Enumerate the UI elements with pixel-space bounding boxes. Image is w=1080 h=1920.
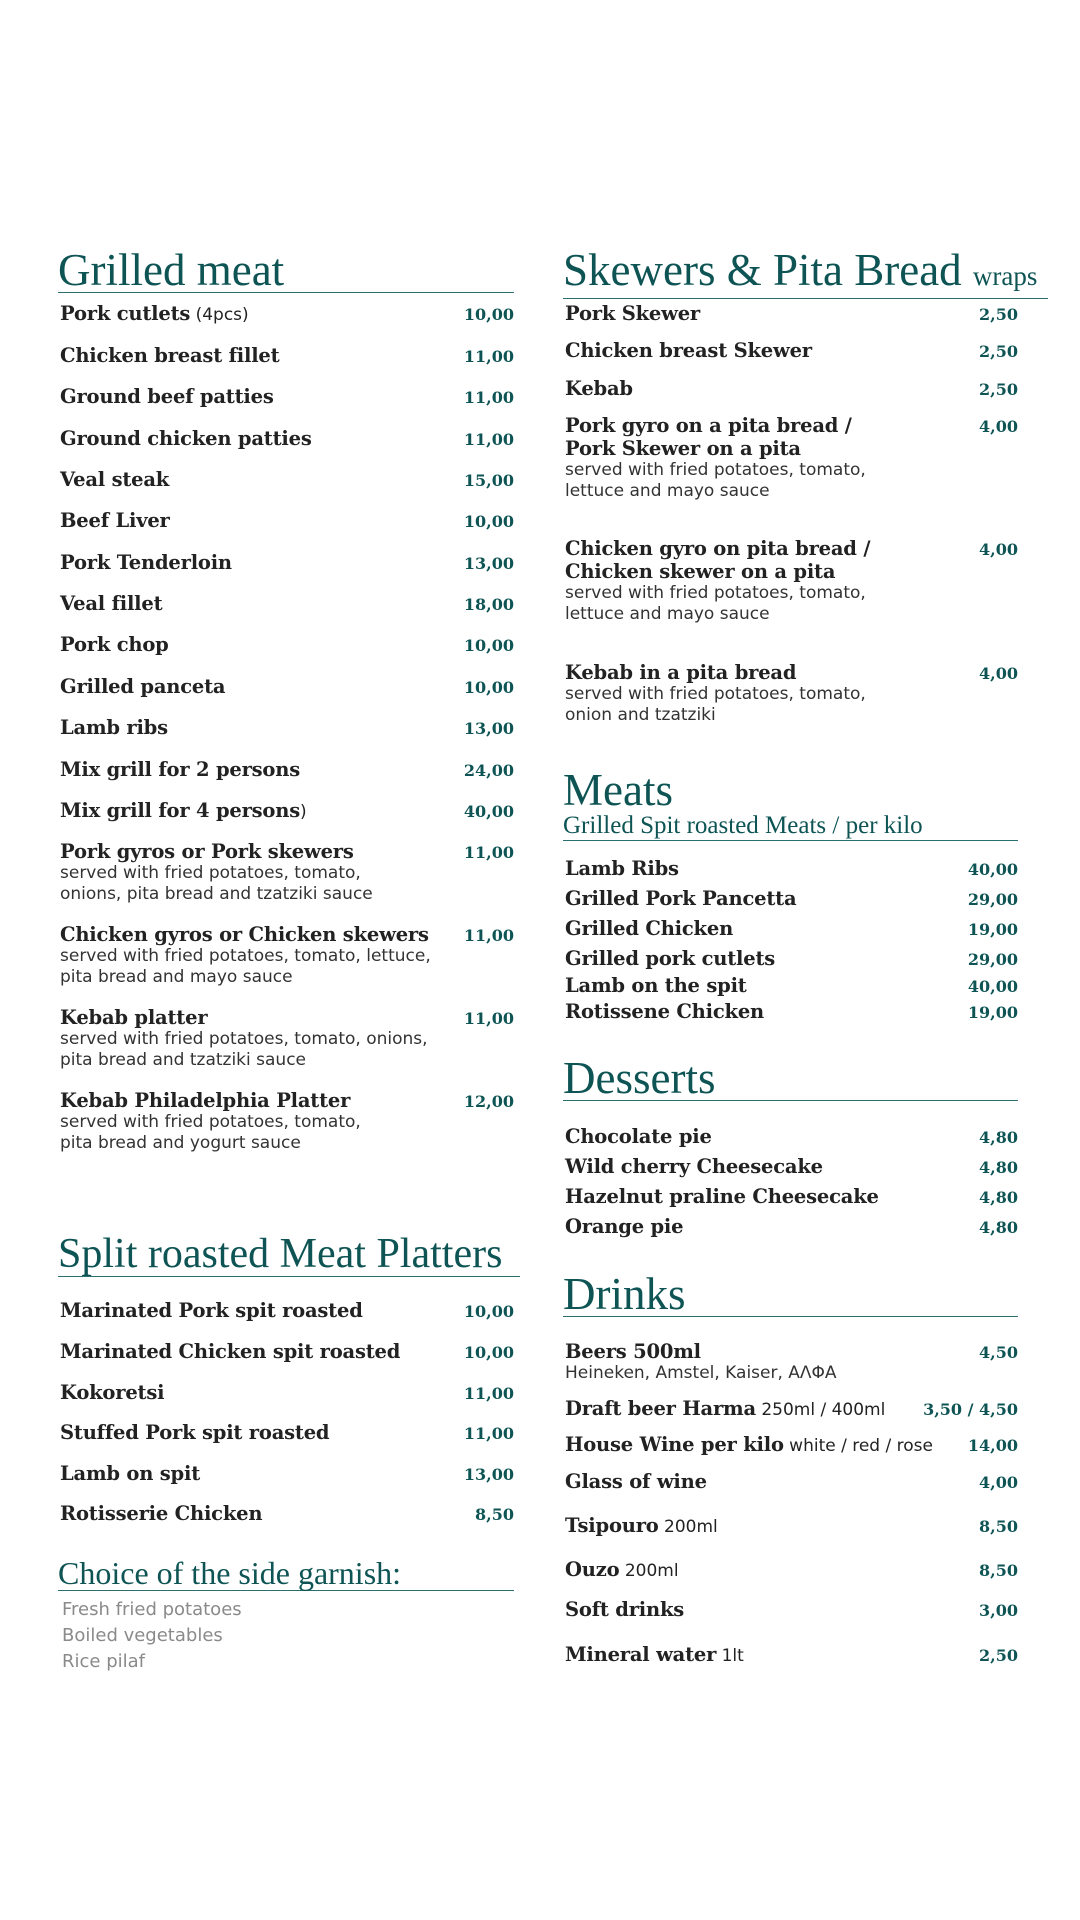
item-price: 4,50	[979, 1343, 1018, 1362]
garnish-item: Boiled vegetables	[62, 1625, 223, 1646]
item-price: 10,00	[463, 678, 514, 697]
item-name: Chicken gyro on pita bread /	[565, 537, 871, 560]
item-price: 8,50	[475, 1505, 514, 1524]
menu-item	[565, 1643, 1018, 1666]
menu-item	[565, 339, 1018, 362]
menu-item	[60, 385, 514, 408]
item-price: 18,00	[463, 595, 514, 614]
item-name: Soft drinks	[565, 1598, 685, 1621]
section-title: Skewers & Pita Bread wraps	[563, 248, 1048, 299]
item-price: 12,00	[463, 1092, 514, 1111]
split-roasted-section	[58, 1232, 520, 1277]
item-description: Heineken, Amstel, Kaiser, ΑΛΦΑ	[565, 1363, 837, 1383]
item-price: 4,80	[979, 1158, 1018, 1177]
menu-item	[565, 1215, 1018, 1238]
item-name: Pork Tenderloin	[60, 551, 232, 574]
item-name: Kebab	[565, 377, 633, 400]
item-name: Stuffed Pork spit roasted	[60, 1421, 330, 1444]
item-name: Pork gyro on a pita bread /	[565, 414, 852, 437]
item-name: Veal fillet	[60, 592, 163, 615]
item-price: 10,00	[463, 1302, 514, 1321]
item-price: 15,00	[463, 471, 514, 490]
item-price: 11,00	[463, 1424, 514, 1443]
menu-item	[565, 1514, 1018, 1537]
item-name: Grilled Chicken	[565, 917, 734, 940]
item-name: Pork cutlets (4pcs)	[60, 302, 249, 325]
item-name: Grilled pork cutlets	[565, 947, 776, 970]
menu-item	[565, 537, 1018, 625]
menu-item	[565, 1598, 1018, 1621]
menu-item	[565, 1155, 1018, 1178]
item-name: Wild cherry Cheesecake	[565, 1155, 823, 1178]
menu-item	[60, 302, 514, 325]
menu-item	[60, 1299, 514, 1322]
menu-item	[60, 509, 514, 532]
item-price: 13,00	[463, 554, 514, 573]
section-subtitle: Grilled Spit roasted Meats / per kilo	[563, 812, 1018, 841]
item-price: 2,50	[979, 380, 1018, 399]
item-name: Lamb ribs	[60, 716, 168, 739]
item-description: served with fried potatoes, tomato, onions, pita bread and tzatziki sauce	[60, 1029, 428, 1070]
menu-item	[565, 857, 1018, 880]
section-title: Grilled meat	[58, 248, 514, 293]
item-price: 10,00	[463, 636, 514, 655]
item-name: Mix grill for 2 persons	[60, 758, 300, 781]
item-name: Chicken breast fillet	[60, 344, 280, 367]
section-title: Split roasted Meat Platters	[58, 1232, 520, 1277]
item-name: Mineral water 1lt	[565, 1643, 744, 1666]
menu-item	[565, 917, 1018, 940]
item-price: 11,00	[463, 388, 514, 407]
item-price: 2,50	[979, 305, 1018, 324]
item-name: Grilled panceta	[60, 675, 226, 698]
item-price: 11,00	[463, 1384, 514, 1403]
item-name-line2: Pork Skewer on a pita	[565, 437, 801, 460]
menu-item	[565, 1397, 1018, 1420]
menu-item	[565, 1125, 1018, 1148]
item-name: Kebab platter	[60, 1006, 208, 1029]
skewers-section	[563, 245, 1048, 299]
menu-item	[565, 1000, 1018, 1023]
item-name: Chicken gyros or Chicken skewers	[60, 923, 429, 946]
menu-item	[565, 1470, 1018, 1493]
item-price: 3,50 / 4,50	[923, 1400, 1018, 1419]
menu-item	[60, 468, 514, 491]
menu-item	[60, 1381, 514, 1404]
item-name: Rotissene Chicken	[565, 1000, 765, 1023]
item-price: 8,50	[979, 1561, 1018, 1580]
item-name: Beers 500ml	[565, 1340, 701, 1363]
item-name: Orange pie	[565, 1215, 684, 1238]
item-name: Pork chop	[60, 633, 169, 656]
item-description: served with fried potatoes, tomato, pita bread and yogurt sauce	[60, 1112, 361, 1153]
item-price: 19,00	[967, 1003, 1018, 1022]
garnish-section	[58, 1556, 514, 1675]
menu-item	[60, 675, 514, 698]
garnish-list	[62, 1597, 514, 1675]
item-price: 11,00	[463, 347, 514, 366]
menu-item	[60, 1421, 514, 1444]
item-price: 24,00	[463, 761, 514, 780]
menu-item	[565, 661, 1018, 726]
section-title: Meats	[563, 765, 673, 815]
item-price: 3,00	[979, 1601, 1018, 1620]
item-price: 8,50	[979, 1517, 1018, 1536]
item-price: 29,00	[967, 890, 1018, 909]
item-price: 4,80	[979, 1128, 1018, 1147]
item-price: 2,50	[979, 342, 1018, 361]
item-name: Lamb on the spit	[565, 974, 747, 997]
section-title: Drinks	[563, 1272, 1018, 1317]
item-price: 11,00	[463, 926, 514, 945]
item-name-line2: Chicken skewer on a pita	[565, 560, 836, 583]
item-price: 19,00	[967, 920, 1018, 939]
menu-item	[60, 427, 514, 450]
item-description: served with fried potatoes, tomato, onions, pita bread and tzatziki sauce	[60, 863, 373, 904]
item-name: Kebab Philadelphia Platter	[60, 1089, 351, 1112]
item-name: Chicken breast Skewer	[565, 339, 812, 362]
item-name: Glass of wine	[565, 1470, 707, 1493]
item-price: 4,00	[979, 417, 1018, 436]
item-price: 40,00	[967, 860, 1018, 879]
menu-item	[60, 1502, 514, 1525]
item-name: Tsipouro 200ml	[565, 1514, 718, 1537]
item-name: Kokoretsi	[60, 1381, 165, 1404]
menu-item	[60, 1006, 514, 1071]
item-description: served with fried potatoes, tomato, lettuce, pita bread and mayo sauce	[60, 946, 431, 987]
item-name: Draft beer Harma 250ml / 400ml	[565, 1397, 886, 1420]
menu-item	[565, 887, 1018, 910]
item-price: 14,00	[967, 1436, 1018, 1455]
item-description: served with fried potatoes, tomato, lettuce and mayo sauce	[565, 460, 866, 501]
item-name: Pork Skewer	[565, 302, 700, 325]
item-name: Chocolate pie	[565, 1125, 712, 1148]
item-description: served with fried potatoes, tomato, lettuce and mayo sauce	[565, 583, 866, 624]
drinks-section	[563, 1269, 1018, 1319]
item-price: 10,00	[463, 305, 514, 324]
menu-item	[60, 799, 514, 822]
item-price: 11,00	[463, 430, 514, 449]
item-price: 4,80	[979, 1218, 1018, 1237]
menu-item	[60, 592, 514, 615]
menu-item	[60, 1340, 514, 1363]
item-name: Beef Liver	[60, 509, 170, 532]
item-name: Veal steak	[60, 468, 170, 491]
meats-section	[563, 765, 1018, 841]
menu-item	[60, 551, 514, 574]
menu-item	[60, 758, 514, 781]
item-price: 13,00	[463, 1465, 514, 1484]
menu-item	[565, 974, 1018, 997]
item-name: Hazelnut praline Cheesecake	[565, 1185, 879, 1208]
garnish-title: Choice of the side garnish:	[58, 1556, 514, 1591]
item-name: Mix grill for 4 persons)	[60, 799, 307, 822]
item-name: Marinated Chicken spit roasted	[60, 1340, 401, 1363]
item-price: 10,00	[463, 1343, 514, 1362]
grilled-meat-section	[58, 245, 514, 295]
item-price: 11,00	[463, 1009, 514, 1028]
item-price: 4,00	[979, 664, 1018, 683]
item-price: 40,00	[463, 802, 514, 821]
item-name: House Wine per kilo white / red / rose	[565, 1433, 933, 1456]
menu-item	[60, 344, 514, 367]
item-name: Grilled Pork Pancetta	[565, 887, 797, 910]
item-name: Kebab in a pita bread	[565, 661, 797, 684]
item-name: Ouzo 200ml	[565, 1558, 679, 1581]
item-price: 4,80	[979, 1188, 1018, 1207]
menu-item	[60, 716, 514, 739]
item-price: 4,00	[979, 540, 1018, 559]
item-name: Lamb on spit	[60, 1462, 201, 1485]
item-name: Pork gyros or Pork skewers	[60, 840, 354, 863]
menu-item	[565, 302, 1018, 325]
garnish-item: Rice pilaf	[62, 1651, 145, 1672]
item-price: 40,00	[967, 977, 1018, 996]
menu-item	[565, 414, 1018, 502]
item-price: 4,00	[979, 1473, 1018, 1492]
desserts-section	[563, 1053, 1018, 1103]
garnish-item: Fresh fried potatoes	[62, 1599, 242, 1620]
section-title: Desserts	[563, 1056, 1018, 1101]
item-name: Ground chicken patties	[60, 427, 312, 450]
menu-item	[565, 947, 1018, 970]
item-price: 10,00	[463, 512, 514, 531]
item-name: Rotisserie Chicken	[60, 1502, 263, 1525]
menu-item	[60, 1089, 514, 1154]
menu-item	[565, 1185, 1018, 1208]
menu-item	[60, 633, 514, 656]
menu-item	[60, 840, 514, 905]
item-price: 29,00	[967, 950, 1018, 969]
item-description: served with fried potatoes, tomato, onion and tzatziki	[565, 684, 866, 725]
item-name: Ground beef patties	[60, 385, 274, 408]
item-name: Lamb Ribs	[565, 857, 679, 880]
menu-item	[565, 1558, 1018, 1581]
item-price: 2,50	[979, 1646, 1018, 1665]
item-price: 11,00	[463, 843, 514, 862]
item-price: 13,00	[463, 719, 514, 738]
menu-item	[565, 377, 1018, 400]
menu-item	[60, 1462, 514, 1485]
menu-item	[565, 1340, 1018, 1384]
item-name: Marinated Pork spit roasted	[60, 1299, 363, 1322]
menu-item	[565, 1433, 1018, 1456]
menu-item	[60, 923, 514, 988]
